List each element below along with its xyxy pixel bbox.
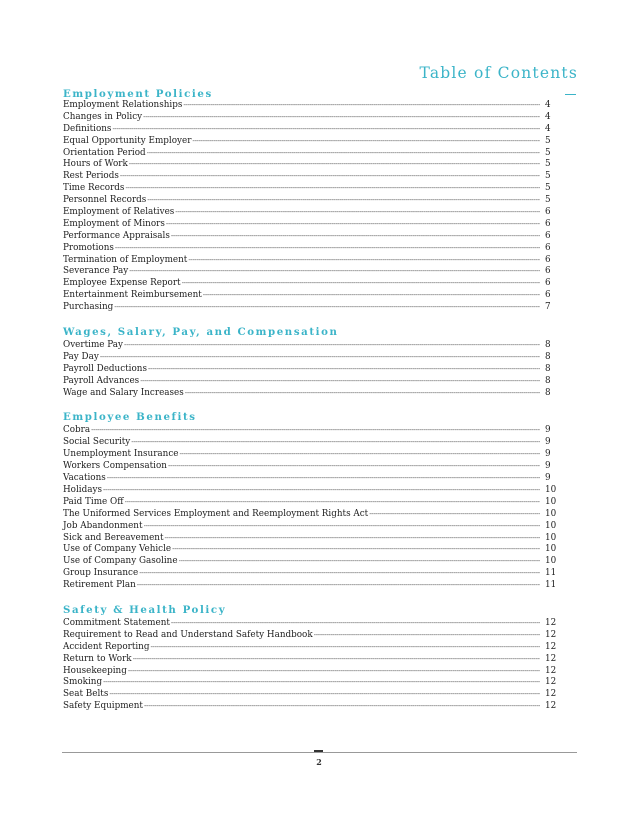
toc-entry-page: 6	[545, 266, 551, 277]
dot-leader	[133, 654, 540, 666]
dot-leader	[103, 677, 540, 689]
dot-leader	[369, 509, 540, 521]
toc-entry[interactable]	[63, 544, 561, 556]
dot-leader	[185, 388, 540, 400]
toc-entry-page: 6	[545, 207, 551, 218]
toc-entry[interactable]	[63, 642, 561, 654]
toc-entry-page: 8	[545, 351, 551, 362]
dot-leader	[144, 701, 540, 713]
toc-entry[interactable]	[63, 171, 561, 183]
toc-entry-label: Use of Company Gasoline	[63, 556, 178, 567]
toc-entry-label: The Uniformed Services Employment and Reemployment Rights Act	[63, 508, 369, 519]
toc-entry-label: Accident Reporting	[63, 641, 150, 652]
toc-entry[interactable]	[63, 112, 561, 124]
toc-entry[interactable]	[63, 100, 561, 112]
toc-entry-label: Return to Work	[63, 653, 132, 664]
toc-entry-page: 12	[545, 641, 557, 652]
toc-entry-label: Definitions	[63, 123, 112, 134]
toc-entry[interactable]	[63, 290, 561, 302]
toc-entry-label: Payroll Advances	[63, 375, 140, 386]
dot-leader	[171, 231, 540, 243]
toc-entry-page: 6	[545, 218, 551, 229]
toc-entry[interactable]	[63, 497, 561, 509]
dot-leader	[188, 255, 540, 267]
toc-entry-page: 12	[545, 677, 557, 688]
dot-leader	[109, 689, 540, 701]
dot-leader	[192, 136, 540, 148]
toc-entry[interactable]	[63, 219, 561, 231]
toc-entry-label: Safety Equipment	[63, 701, 143, 712]
toc-entry[interactable]	[63, 437, 561, 449]
toc-entry-label: Hours of Work	[63, 159, 128, 170]
toc-entry[interactable]	[63, 255, 561, 267]
toc-entry[interactable]	[63, 701, 561, 713]
dot-leader	[183, 100, 540, 112]
toc-entry-page: 8	[545, 375, 551, 386]
toc-entry-page: 9	[545, 449, 551, 460]
toc-entry[interactable]	[63, 666, 561, 678]
title-underline-dash	[565, 94, 576, 95]
dot-leader	[172, 544, 540, 556]
toc-entry-label: Smoking	[63, 677, 103, 688]
toc-entry-label: Promotions	[63, 242, 114, 253]
toc-entry[interactable]	[63, 568, 561, 580]
toc-entry-page: 4	[545, 100, 551, 110]
toc-entry[interactable]	[63, 243, 561, 255]
toc-entry[interactable]	[63, 618, 561, 630]
footer-tick	[314, 750, 323, 752]
dot-leader	[100, 352, 540, 364]
toc-entry-label: Use of Company Vehicle	[63, 544, 172, 555]
section-safety-health	[63, 603, 561, 713]
toc-entry[interactable]	[63, 195, 561, 207]
section-employee-benefits	[63, 410, 561, 591]
toc-entry[interactable]	[63, 630, 561, 642]
dot-leader	[139, 568, 540, 580]
toc-entry-label: Housekeeping	[63, 665, 127, 676]
dot-leader	[182, 278, 540, 290]
toc-entry[interactable]	[63, 183, 561, 195]
toc-entry[interactable]	[63, 278, 561, 290]
toc-entry[interactable]	[63, 580, 561, 592]
toc-entry-label: Commitment Statement	[63, 617, 170, 628]
toc-entry[interactable]	[63, 449, 561, 461]
dot-leader	[203, 290, 540, 302]
toc-entry[interactable]	[63, 352, 561, 364]
toc-entry-label: Payroll Deductions	[63, 363, 147, 374]
toc-entry-page: 5	[545, 195, 551, 206]
toc-entry-page: 6	[545, 230, 551, 241]
dot-leader	[150, 642, 540, 654]
toc-entry-page: 10	[545, 544, 557, 555]
toc-entry-label: Social Security	[63, 437, 131, 448]
toc-entry-label: Holidays	[63, 484, 102, 495]
toc-entry-label: Job Abandonment	[63, 520, 143, 531]
toc-entry-label: Retirement Plan	[63, 580, 136, 591]
dot-leader	[171, 618, 540, 630]
toc-entry-label: Cobra	[63, 425, 91, 436]
dot-leader	[137, 580, 540, 592]
dot-leader	[144, 521, 541, 533]
toc-entry-label: Unemployment Insurance	[63, 449, 179, 460]
section-heading: Employment Policies	[63, 88, 213, 100]
toc-entry[interactable]	[63, 533, 561, 545]
toc-entry-page: 8	[545, 340, 551, 351]
toc-entry-label: Paid Time Off	[63, 496, 124, 507]
toc-entry-label: Seat Belts	[63, 689, 109, 700]
toc-entry[interactable]	[63, 340, 561, 352]
dot-leader	[91, 425, 540, 437]
toc-entry-page: 10	[545, 532, 557, 543]
toc-entry[interactable]	[63, 677, 561, 689]
toc-entry-label: Equal Opportunity Employer	[63, 135, 192, 146]
toc-entry[interactable]	[63, 207, 561, 219]
toc-entry-label: Employment Relationships	[63, 100, 183, 110]
toc-entry[interactable]	[63, 556, 561, 568]
toc-entry-page: 6	[545, 278, 551, 289]
dot-leader	[147, 195, 540, 207]
dot-leader	[129, 159, 540, 171]
toc-entry-page: 6	[545, 254, 551, 265]
toc-entry[interactable]	[63, 148, 561, 160]
toc-entry-page: 8	[545, 363, 551, 374]
toc-entry-label: Rest Periods	[63, 171, 119, 182]
toc-entry-page: 5	[545, 135, 551, 146]
toc-entry-label: Employee Expense Report	[63, 278, 181, 289]
toc-entry[interactable]	[63, 231, 561, 243]
toc-entry[interactable]	[63, 376, 561, 388]
toc-entry-page: 9	[545, 425, 551, 436]
dot-leader	[112, 124, 540, 136]
section-entries	[63, 425, 561, 591]
dot-leader	[179, 449, 540, 461]
dot-leader	[128, 666, 540, 678]
dot-leader	[125, 497, 541, 509]
section-employment-policies	[63, 87, 561, 314]
toc-entry-page: 9	[545, 437, 551, 448]
section-heading: Employee Benefits	[63, 411, 197, 424]
dot-leader	[115, 243, 540, 255]
toc-entry-label: Entertainment Reimbursement	[63, 290, 202, 301]
toc-entry[interactable]	[63, 159, 561, 171]
section-entries	[63, 100, 561, 314]
toc-entry-page: 10	[545, 520, 557, 531]
toc-entry-label: Orientation Period	[63, 147, 146, 158]
toc-entry-label: Termination of Employment	[63, 254, 188, 265]
dot-leader	[120, 171, 540, 183]
table-of-contents	[63, 87, 561, 713]
toc-entry-page: 4	[545, 111, 551, 122]
toc-entry-page: 10	[545, 496, 557, 507]
dot-leader	[140, 376, 540, 388]
section-entries	[63, 340, 561, 399]
toc-entry-page: 12	[545, 701, 557, 712]
dot-leader	[143, 112, 540, 124]
section-heading: Safety & Health Policy	[63, 603, 227, 616]
dot-leader	[164, 533, 540, 545]
toc-entry-label: Changes in Policy	[63, 111, 143, 122]
toc-entry-label: Pay Day	[63, 351, 99, 362]
dot-leader	[125, 183, 540, 195]
toc-entry[interactable]	[63, 509, 561, 521]
section-heading: Wages, Salary, Pay, and Compensation	[63, 326, 339, 339]
toc-entry[interactable]	[63, 124, 561, 136]
toc-entry-label: Performance Appraisals	[63, 230, 170, 241]
section-entries	[63, 618, 561, 713]
toc-entry-page: 8	[545, 387, 551, 398]
toc-entry[interactable]	[63, 136, 561, 148]
toc-entry-page: 5	[545, 147, 551, 158]
footer-rule	[62, 752, 577, 753]
dot-leader	[147, 148, 540, 160]
toc-entry-page: 12	[545, 689, 557, 700]
toc-entry-label: Employment of Minors	[63, 218, 165, 229]
toc-entry[interactable]	[63, 364, 561, 376]
toc-entry-page: 11	[545, 580, 557, 591]
dot-leader	[179, 556, 540, 568]
toc-entry-label: Workers Compensation	[63, 461, 167, 472]
dot-leader	[168, 461, 540, 473]
toc-entry-page: 12	[545, 653, 557, 664]
toc-entry[interactable]	[63, 461, 561, 473]
page-number: 2	[316, 757, 322, 767]
toc-entry-page: 12	[545, 629, 557, 640]
toc-entry-page: 4	[545, 123, 551, 134]
dot-leader	[175, 207, 540, 219]
toc-entry-page: 9	[545, 461, 551, 472]
dot-leader	[114, 302, 540, 314]
toc-entry-page: 12	[545, 665, 557, 676]
toc-entry[interactable]	[63, 266, 561, 278]
toc-entry-label: Overtime Pay	[63, 340, 124, 351]
toc-entry[interactable]	[63, 485, 561, 497]
toc-entry-label: Wage and Salary Increases	[63, 387, 184, 398]
toc-title: Table of Contents	[419, 64, 578, 82]
dot-leader	[124, 340, 540, 352]
toc-entry-page: 5	[545, 183, 551, 194]
toc-entry-label: Employment of Relatives	[63, 207, 175, 218]
toc-entry-page: 9	[545, 473, 551, 484]
toc-entry-label: Severance Pay	[63, 266, 129, 277]
toc-entry-label: Time Records	[63, 183, 125, 194]
toc-entry[interactable]	[63, 654, 561, 666]
toc-entry[interactable]	[63, 425, 561, 437]
toc-entry-page: 6	[545, 290, 551, 301]
dot-leader	[103, 485, 540, 497]
toc-entry-label: Purchasing	[63, 302, 114, 313]
toc-entry-page: 5	[545, 171, 551, 182]
dot-leader	[148, 364, 540, 376]
dot-leader	[314, 630, 540, 642]
toc-entry-label: Group Insurance	[63, 568, 139, 579]
dot-leader	[131, 437, 540, 449]
toc-entry-page: 11	[545, 568, 557, 579]
toc-entry-page: 10	[545, 508, 557, 519]
toc-entry-page: 5	[545, 159, 551, 170]
toc-entry-page: 10	[545, 484, 557, 495]
section-wages-salary	[63, 325, 561, 399]
toc-entry-page: 12	[545, 617, 557, 628]
toc-entry-page: 10	[545, 556, 557, 567]
toc-entry[interactable]	[63, 473, 561, 485]
toc-entry-page: 7	[545, 302, 551, 313]
toc-entry-page: 6	[545, 242, 551, 253]
toc-entry-label: Vacations	[63, 473, 106, 484]
dot-leader	[107, 473, 540, 485]
toc-entry[interactable]	[63, 689, 561, 701]
toc-entry[interactable]	[63, 388, 561, 400]
toc-entry[interactable]	[63, 521, 561, 533]
dot-leader	[129, 266, 540, 278]
toc-entry-label: Personnel Records	[63, 195, 147, 206]
toc-entry-label: Sick and Bereavement	[63, 532, 164, 543]
toc-entry[interactable]	[63, 302, 561, 314]
toc-entry-label: Requirement to Read and Understand Safety Handbook	[63, 629, 313, 640]
dot-leader	[166, 219, 540, 231]
